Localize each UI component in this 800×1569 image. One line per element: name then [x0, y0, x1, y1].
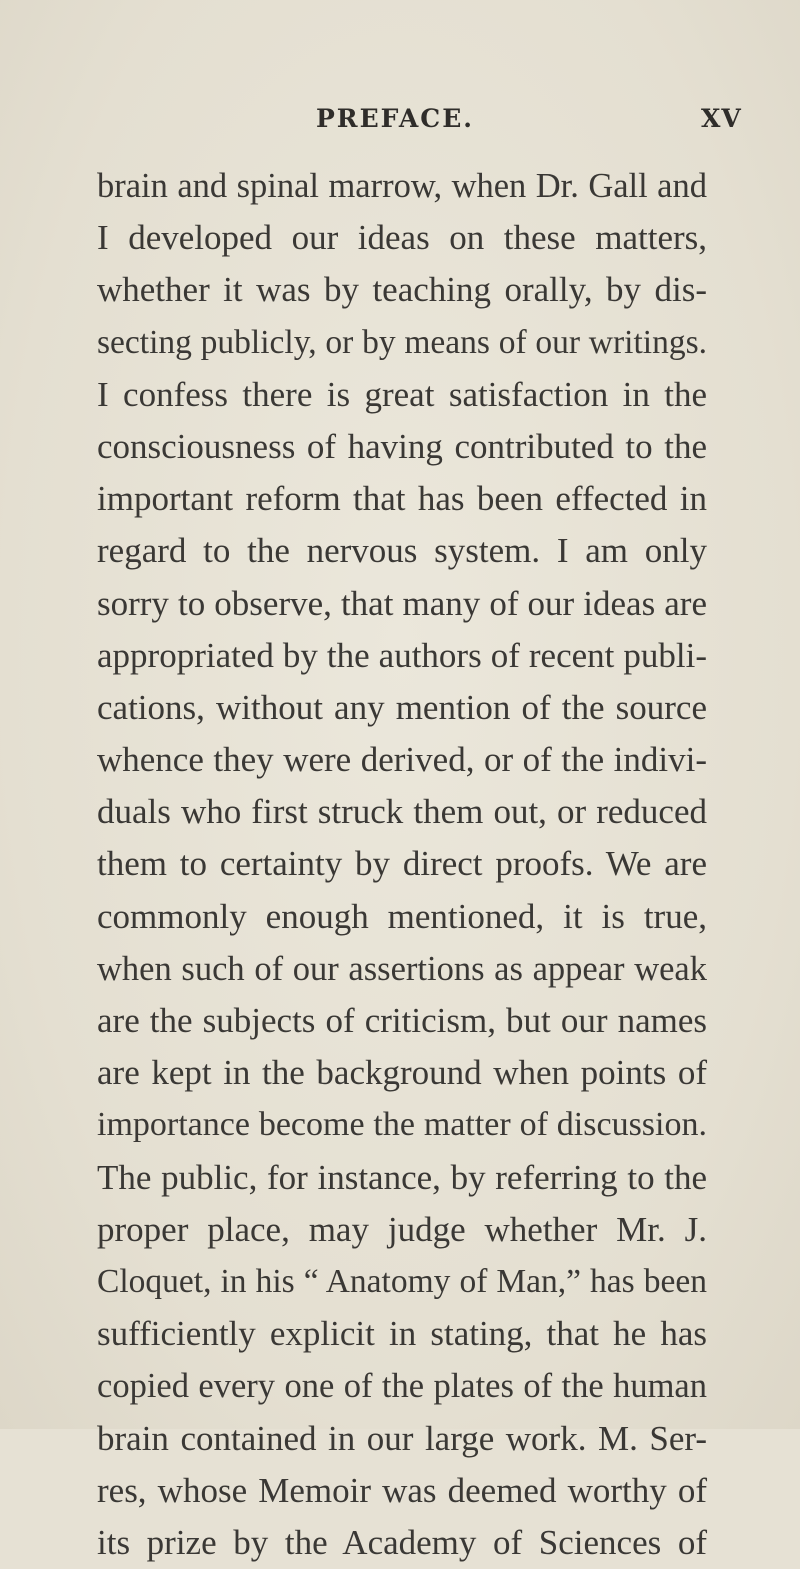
text-line: copied every one of the plates of the human: [97, 1367, 707, 1406]
text-line: brain and spinal marrow, when Dr. Gall and: [97, 167, 707, 205]
text-line: appropriated by the authors of recent publi-: [97, 635, 707, 675]
text-line: regard to the nervous system. I am only: [97, 531, 707, 571]
page-number: XV: [701, 104, 742, 133]
text-line: secting publicly, or by means of our writings.: [97, 323, 707, 361]
text-line: whether it was by teaching orally, by dis-: [97, 270, 707, 310]
running-head: PREFACE.: [316, 104, 474, 133]
text-line: them to certainty by direct proofs. We are: [97, 844, 707, 884]
text-line: its prize by the Academy of Sciences of: [97, 1522, 707, 1562]
text-line: sorry to observe, that many of our ideas are: [97, 583, 707, 623]
text-line: sufficiently explicit in stating, that he has: [97, 1314, 707, 1354]
text-line: consciousness of having contributed to the: [97, 426, 707, 466]
text-line: Cloquet, in his “ Anatomy of Man,” has been: [97, 1262, 707, 1300]
text-line: are the subjects of criticism, but our names: [97, 1001, 707, 1040]
text-line: importance become the matter of discussion.: [97, 1106, 707, 1144]
page-header: [0, 104, 800, 140]
text-line: I confess there is great satisfaction in the: [97, 374, 707, 414]
text-line: important reform that has been effected in: [97, 479, 707, 519]
text-line: when such of our assertions as appear weak: [97, 949, 707, 988]
text-line: brain contained in our large work. M. Ser-: [97, 1418, 707, 1458]
text-line: res, whose Memoir was deemed worthy of: [97, 1470, 707, 1510]
text-line: commonly enough mentioned, it is true,: [97, 896, 707, 936]
text-line: proper place, may judge whether Mr. J.: [97, 1209, 707, 1249]
body-text: [97, 160, 707, 1569]
text-line: are kept in the background when points of: [97, 1053, 707, 1093]
text-line: duals who first struck them out, or reduced: [97, 792, 707, 832]
text-line: whence they were derived, or of the indivi-: [97, 740, 707, 780]
text-line: cations, without any mention of the source: [97, 687, 707, 727]
text-line: The public, for instance, by referring to the: [97, 1157, 707, 1197]
text-line: I developed our ideas on these matters,: [97, 218, 707, 258]
